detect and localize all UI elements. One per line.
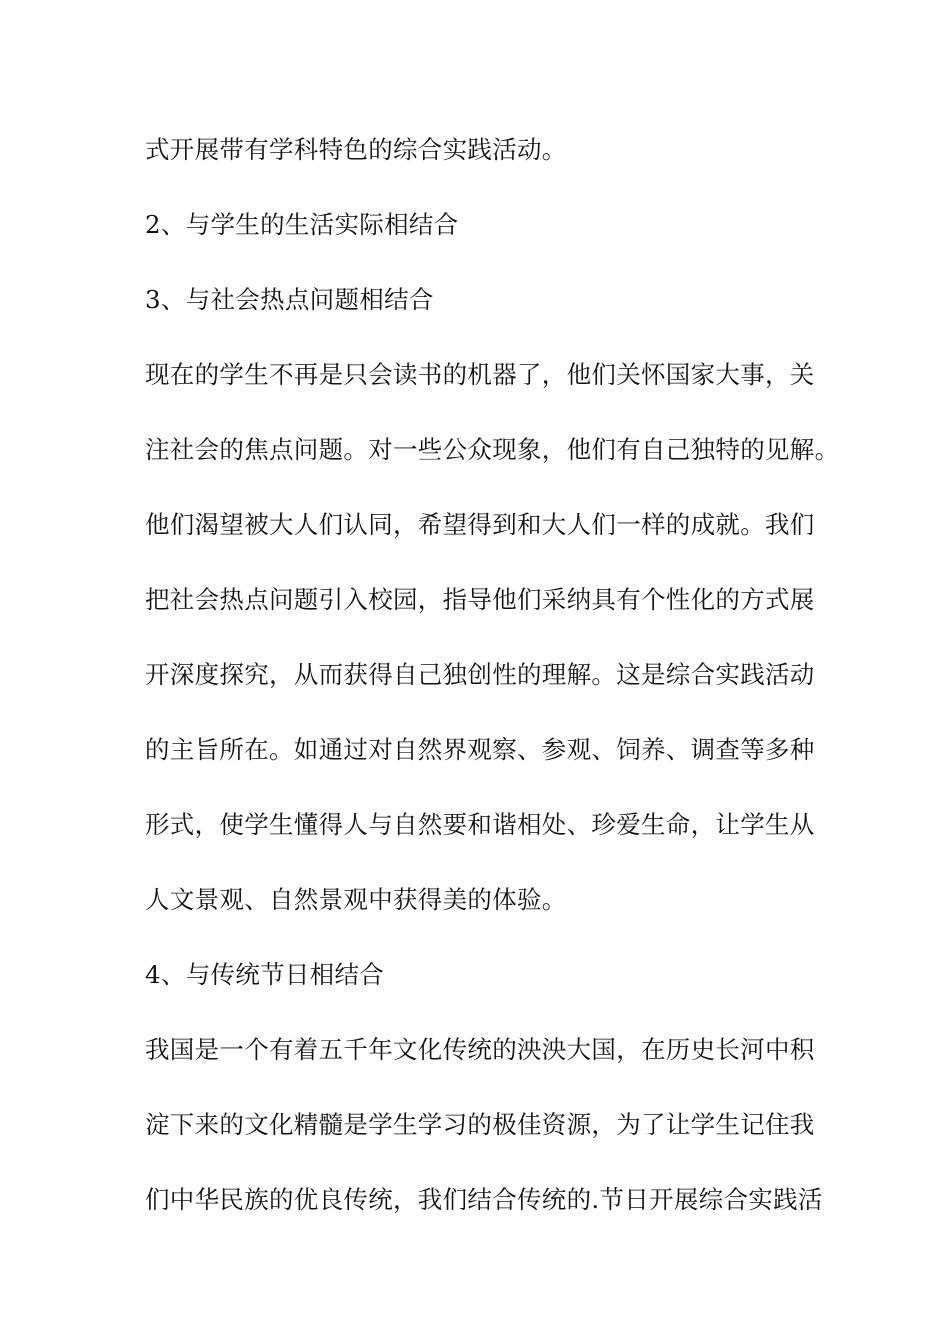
paragraph-line: 淀下来的文化精髓是学生学习的极佳资源，为了让学生记住我 [145, 1110, 815, 1139]
paragraph-line: 人文景观、自然景观中获得美的体验。 [145, 885, 567, 914]
paragraph-line: 注社会的焦点问题。对一些公众现象，他们有自己独特的见解。 [145, 435, 840, 464]
section-heading-4: 4、与传统节日相结合 [145, 960, 385, 989]
paragraph-line: 们中华民族的优良传统，我们结合传统的.节日开展综合实践活 [145, 1185, 823, 1214]
paragraph-line: 现在的学生不再是只会读书的机器了，他们关怀国家大事，关 [145, 360, 815, 389]
paragraph-line: 他们渴望被大人们认同，希望得到和大人们一样的成就。我们 [145, 510, 815, 539]
paragraph-line: 我国是一个有着五千年文化传统的泱泱大国，在历史长河中积 [145, 1035, 815, 1064]
paragraph-line: 的主旨所在。如通过对自然界观察、参观、饲养、调查等多种 [145, 735, 815, 764]
paragraph-line: 形式，使学生懂得人与自然要和谐相处、珍爱生命，让学生从 [145, 810, 815, 839]
paragraph-line: 把社会热点问题引入校园，指导他们采纳具有个性化的方式展 [145, 585, 815, 614]
section-heading-2: 2、与学生的生活实际相结合 [145, 210, 459, 239]
paragraph-line: 式开展带有学科特色的综合实践活动。 [145, 135, 567, 164]
section-heading-3: 3、与社会热点问题相结合 [145, 285, 434, 314]
paragraph-line: 开深度探究，从而获得自己独创性的理解。这是综合实践活动 [145, 660, 815, 689]
